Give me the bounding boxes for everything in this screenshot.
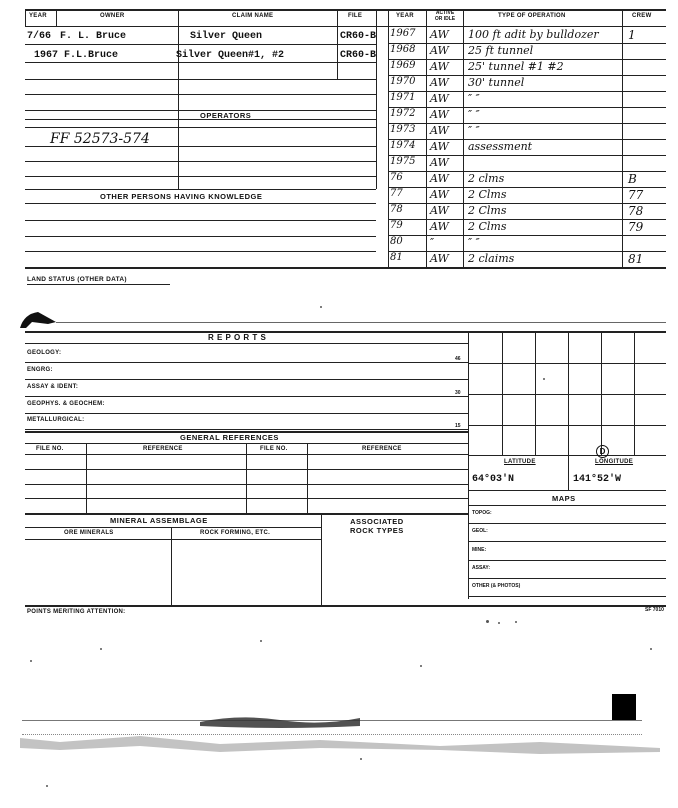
col-year2-header: YEAR	[396, 13, 414, 19]
rock-forming-label: ROCK FORMING, ETC.	[200, 530, 271, 536]
operation-year: 1968	[390, 44, 416, 55]
operation-type: 25' tunnel #1 #2	[468, 60, 564, 73]
operation-status: AW	[430, 252, 449, 265]
operation-crew: 79	[628, 220, 644, 234]
operation-year: 1970	[390, 76, 416, 87]
owner-year: 7/66	[27, 31, 52, 42]
claim-name: Silver Queen	[190, 31, 263, 42]
operation-crew: B	[628, 172, 637, 186]
operators-entry: FF 52573-574	[50, 131, 150, 147]
map-row-label: OTHER (& PHOTOS)	[472, 583, 521, 589]
operation-year: 78	[390, 204, 403, 215]
operation-year: 1967	[390, 28, 416, 39]
reports-title: R E P O R T S	[208, 333, 267, 342]
operation-year: 81	[390, 252, 403, 263]
operation-type: assessment	[468, 140, 533, 153]
operation-type: ″ ″	[468, 124, 480, 137]
operation-type: ″ ″	[468, 236, 480, 249]
operation-type: ″ ″	[468, 92, 480, 105]
operation-type: 2 Clms	[468, 220, 507, 233]
land-status-label: LAND STATUS (OTHER DATA)	[27, 276, 127, 283]
operation-status: ″	[430, 236, 435, 249]
report-row-number: 46	[455, 356, 461, 362]
operation-year: 1971	[390, 92, 416, 103]
operation-type: 2 Clms	[468, 204, 507, 217]
report-row-label: GEOPHYS. & GEOCHEM:	[27, 401, 105, 407]
operation-status: AW	[430, 44, 449, 57]
map-row-label: MINE:	[472, 547, 487, 553]
ink-blot-graphic	[18, 308, 58, 330]
operation-type: 2 clms	[468, 172, 505, 185]
operation-status: AW	[430, 188, 449, 201]
col-claim-name-header: CLAIM NAME	[232, 13, 274, 19]
operation-year: 1974	[390, 140, 416, 151]
latitude-label: LATITUDE	[504, 459, 536, 465]
ore-minerals-label: ORE MINERALS	[64, 530, 114, 536]
operation-crew: 77	[628, 188, 644, 202]
claim-name: Silver Queen#1, #2	[176, 50, 285, 61]
operation-type: 2 Clms	[468, 188, 507, 201]
operation-status: AW	[430, 172, 449, 185]
owner-name: F.L.Bruce	[64, 50, 119, 61]
operation-type: 2 claims	[468, 252, 515, 265]
map-row-label: TOPOG:	[472, 510, 492, 516]
operation-status: AW	[430, 220, 449, 233]
operation-status: AW	[430, 108, 449, 121]
report-row-label: ENGRG:	[27, 367, 53, 373]
ref-col-file-no: FILE NO.	[36, 446, 64, 452]
operation-status: AW	[430, 60, 449, 73]
general-references-title: GENERAL REFERENCES	[180, 433, 279, 442]
report-row-number: 15	[455, 423, 461, 429]
operation-status: AW	[430, 76, 449, 89]
longitude-marker: D	[596, 445, 609, 458]
latitude-value: 64°03'N	[472, 474, 515, 485]
operation-crew: 78	[628, 204, 644, 218]
operators-label: OPERATORS	[200, 111, 252, 120]
col-crew-header: CREW	[632, 13, 652, 19]
operation-crew: 1	[628, 28, 636, 42]
ref-col-file-no-2: FILE NO.	[260, 446, 288, 452]
file-number: CR60-B	[340, 50, 377, 61]
report-row-label: METALLURGICAL:	[27, 417, 85, 423]
operation-type: ″ ″	[468, 108, 480, 121]
ref-col-reference-2: REFERENCE	[362, 446, 402, 452]
file-number: CR60-B	[340, 31, 377, 42]
operation-type: 100 ft adit by bulldozer	[468, 28, 599, 41]
operation-status: AW	[430, 92, 449, 105]
operation-status: AW	[430, 156, 449, 169]
map-row-label: GEOL:	[472, 528, 488, 534]
operation-crew: 81	[628, 252, 644, 266]
operation-year: 1972	[390, 108, 416, 119]
longitude-label: LONGITUDE	[595, 459, 634, 465]
col-owner-header: OWNER	[100, 13, 125, 19]
col-active-idle-header: ACTIVE OR IDLE	[434, 10, 456, 22]
form-number: SF 7010	[645, 607, 664, 613]
associated-rock-types-label: ASSOCIATED ROCK TYPES	[350, 517, 404, 535]
operation-type: 30' tunnel	[468, 76, 525, 89]
other-persons-label: OTHER PERSONS HAVING KNOWLEDGE	[100, 192, 263, 201]
owner-year: 1967	[34, 50, 59, 61]
owner-name: F. L. Bruce	[60, 31, 127, 42]
report-row-label: ASSAY & IDENT:	[27, 384, 79, 390]
points-meriting-attention-label: POINTS MERITING ATTENTION:	[27, 609, 126, 615]
operation-year: 1969	[390, 60, 416, 71]
report-row-label: GEOLOGY:	[27, 350, 62, 356]
maps-title: MAPS	[552, 494, 576, 503]
operation-year: 76	[390, 172, 403, 183]
operation-status: AW	[430, 28, 449, 41]
operation-year: 1973	[390, 124, 416, 135]
operation-year: 77	[390, 188, 403, 199]
col-year-header: YEAR	[29, 13, 47, 19]
col-type-of-operation-header: TYPE OF OPERATION	[498, 13, 566, 19]
mineral-assemblage-title: MINERAL ASSEMBLAGE	[110, 516, 208, 525]
operation-status: AW	[430, 124, 449, 137]
ref-col-reference: REFERENCE	[143, 446, 183, 452]
operation-status: AW	[430, 204, 449, 217]
operation-type: 25 ft tunnel	[468, 44, 534, 57]
operation-year: 80	[390, 236, 403, 247]
operation-status: AW	[430, 140, 449, 153]
map-row-label: ASSAY:	[472, 565, 491, 571]
report-row-number: 30	[455, 390, 461, 396]
operation-year: 1975	[390, 156, 416, 167]
longitude-value: 141°52'W	[573, 474, 622, 485]
operation-year: 79	[390, 220, 403, 231]
col-file-header: FILE	[348, 13, 363, 19]
